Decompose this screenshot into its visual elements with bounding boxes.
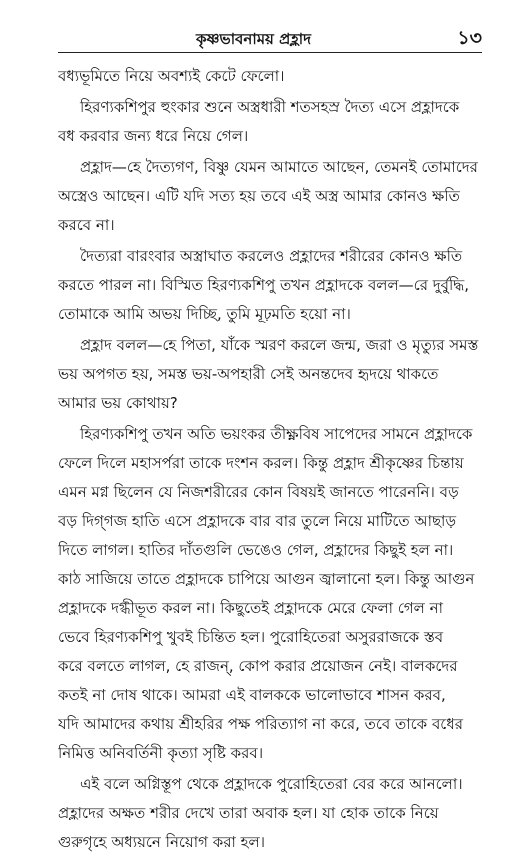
text-line: করে বলতে লাগল, হে রাজন্‌, কোপ করার প্রয়োজন নেই। বালকদের [58,657,458,675]
text-line: হিরণ্যকশিপু তখন অতি ভয়ংকর তীক্ষ্ণবিষ সাপেদের সামনে প্রহ্লাদকে [80,425,473,443]
text-line: এমন মগ্ন ছিলেন যে নিজশরীরের কোন বিষয়ই জানতে পারেননি। বড় [58,483,459,501]
text-line: হিরণ্যকশিপুর হুংকার শুনে অস্ত্রধারী শতসহস্র দৈত্য এসে প্রহ্লাদকে [80,98,460,116]
text-line: তোমাকে আমি অভয় দিচ্ছি, তুমি মূঢ়মতি হয়ো না। [58,305,351,323]
text-line: প্রহ্লাদ—হে দৈত্যগণ, বিষ্ণু যেমন আমাতে আছেন, তেমনই তোমাদের [80,158,478,176]
page-number: ১৩ [457,27,482,49]
text-line: প্রহ্লাদ বলল—হে পিতা, যাঁকে স্মরণ করলে জন্ম, জরা ও মৃত্যুর সমস্ত [80,336,479,354]
text-line: এই বলে অগ্নিস্তূপ থেকে প্রহ্লাদকে পুরোহিতেরা বের করে আনলো। [80,775,463,793]
text-line: গুরুগৃহে অধ্যয়নে নিয়োগ করা হল। [58,833,265,851]
text-line: দৈত্যরা বারংবার অস্ত্রাঘাত করলেও প্রহ্লাদের শরীরের কোনও ক্ষতি [80,247,463,265]
paragraph [58,93,483,151]
text-line: আমার ভয় কোথায়? [58,394,178,412]
paragraph [58,770,483,857]
text-line: করবে না। [58,216,115,234]
text-line: কতই না দোষ থাকে। আমরা এই বালককে ভালোভাবে শাসন করব, [58,686,446,704]
running-header [58,22,482,52]
text-line: দিতে লাগল। হাতির দাঁতগুলি ভেঙেও গেল, প্রহ্লাদের কিছুই হল না। [58,541,454,559]
paragraph [58,331,483,418]
text-line: ভয় অপগত হয়, সমস্ত ভয়-অপহারী সেই অনন্তদেব হৃদয়ে থাকতে [58,365,439,383]
text-line: প্রহ্লাদকে দগ্ধীভূত করল না। কিছুতেই প্রহ্লাদকে মেরে ফেলা গেল না [58,599,443,617]
text-line: করতে পারল না। বিস্মিত হিরণ্যকশিপু তখন প্রহ্লাদকে বলল—রে দুর্বুদ্ধি, [58,276,470,294]
body-text [58,62,483,859]
running-title: কৃষ্ণভাবনাময় প্রহ্লাদ [196,30,311,48]
paragraph [58,62,483,91]
text-line: বধ্যভূমিতে নিয়ে অবশ্যই কেটে ফেলো। [58,67,285,85]
text-line: বড় দিগ্‌গজ হাতি এসে প্রহ্লাদকে বার বার তুলে নিয়ে মাটিতে আছাড় [58,512,457,530]
text-line: প্রহ্লাদের অক্ষত শরীর দেখে তারা অবাক হল। যা হোক তাকে নিয়ে [58,804,439,822]
text-line: নিমিত্ত অনিবর্তিনী কৃত্যা সৃষ্টি করব। [58,744,264,762]
text-line: বধ করবার জন্য ধরে নিয়ে গেল। [58,127,249,145]
text-line: কাঠ সাজিয়ে তাতে প্রহ্লাদকে চাপিয়ে আগুন জ্বালানো হল। কিন্তু আগুন [58,570,475,588]
paragraph [58,242,483,329]
text-line: ফেলে দিলে মহাসর্পরা তাকে দংশন করল। কিন্তু প্রহ্লাদ শ্রীকৃষ্ণের চিন্তায় [58,454,464,472]
paragraph [58,420,483,768]
text-line: যদি আমাদের কথায় শ্রীহরির পক্ষ পরিত্যাগ না করে, তবে তাকে বধের [58,715,463,733]
text-line: অস্ত্রেও আছেন। এটি যদি সত্য হয় তবে এই অস্ত্র আমার কোনও ক্ষতি [58,187,460,205]
paragraph [58,153,483,240]
text-line: ভেবে হিরণ্যকশিপু খুবই চিন্তিত হল। পুরোহিতেরা অসুররাজকে স্তব [58,628,444,646]
header-rule [58,52,482,53]
